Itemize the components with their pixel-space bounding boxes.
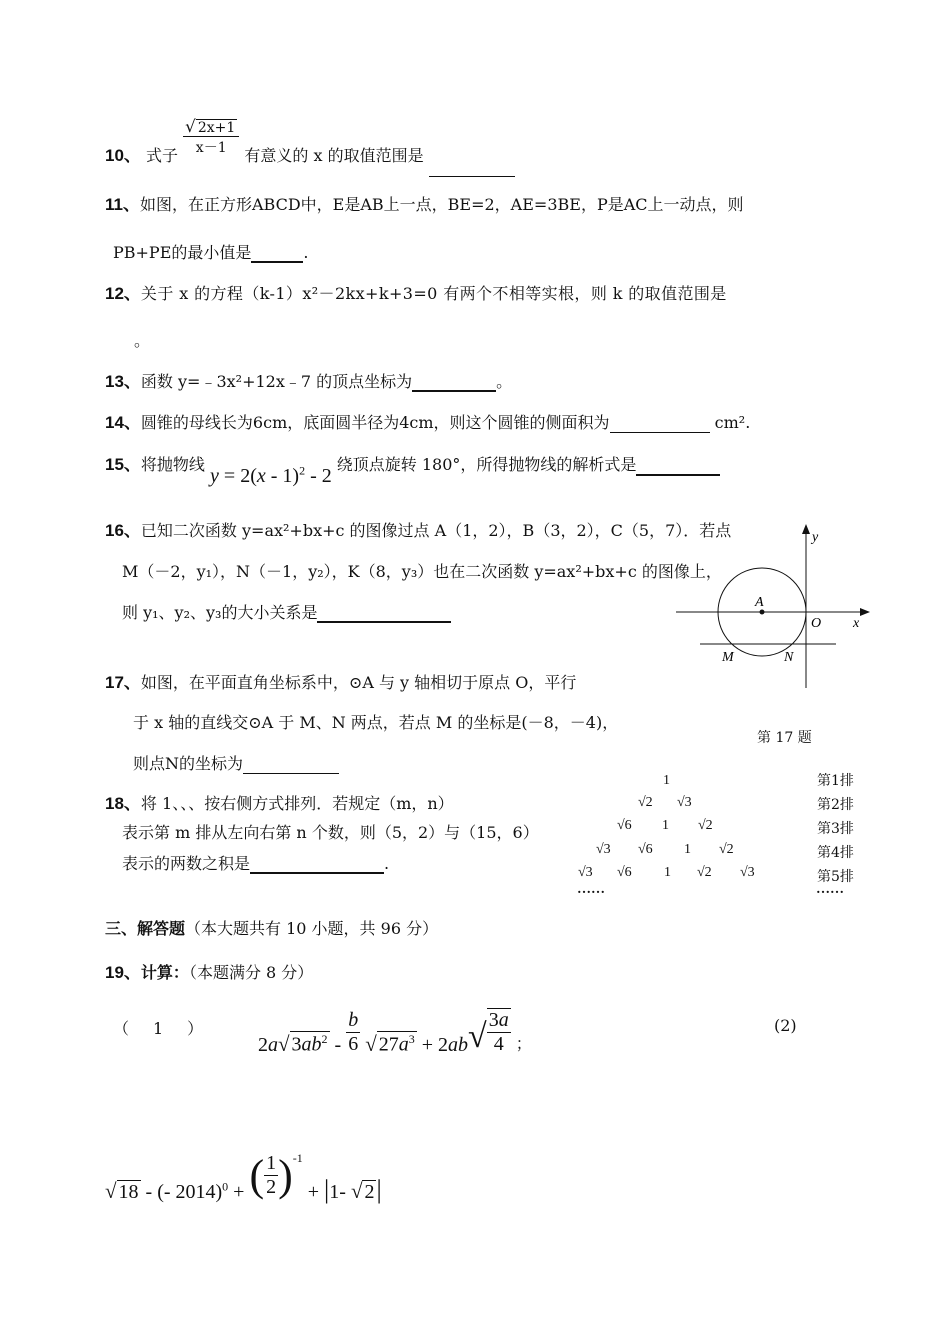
ellipsis-right: …… [816,882,844,897]
row-label: 第2排 [817,797,854,813]
question-text: M（－2，y₁），N（－1，y₂），K（8，y₃）也在二次函数 y=ax²+bx+c 的图像上， [122,562,722,581]
question-text: 式子 [146,146,179,165]
triangle-cell: √6 [617,865,632,880]
radicand: 2x+1 [197,120,236,136]
part-1-label: （ 1 ） [113,1019,208,1038]
question-number: 19、 [105,963,141,982]
label-y: y [812,530,819,545]
triangle-cell: 1 [663,773,670,788]
question-text: 已知二次函数 y=ax²+bx+c 的图像过点 A（1，2），B（3，2），C（5，7）．若点 [140,521,732,540]
question-text: 则点N的坐标为 [133,754,244,773]
question-number: 14、 [105,413,141,432]
section-note: （本大题共有 10 小题，共 96 分） [185,919,439,938]
question-16-line3 [122,600,451,623]
triangle-cell: √2 [719,842,734,857]
answer-blank[interactable] [412,372,496,392]
question-text: 表示的两数之积是 [122,854,251,873]
row-label: 第5排 [817,869,854,885]
question-text: 将 1、、、按右侧方式排列．若规定（m，n） [140,794,454,813]
figure-17-caption: 第 17 题 [757,730,812,746]
row-label: 第4排 [817,845,854,861]
answer-blank[interactable] [429,158,515,177]
radical-sign: √ [185,116,196,136]
question-17-line1 [105,668,576,693]
fraction [183,116,239,157]
question-text: PB+PE的最小值是 [113,243,252,262]
section-3-heading [105,916,438,939]
triangle-cell: 1 [664,865,671,880]
y-axis-arrow [802,524,810,534]
unit: cm². [714,413,751,432]
question-18-line2 [122,820,539,843]
question-text: 有意义的 x 的取值范围是 [244,146,424,165]
label-origin: O [811,616,822,631]
row-label: 第1排 [817,773,854,789]
question-text: 函数 y=﹣3x²+12x﹣7 的顶点坐标为 [140,372,413,391]
question-number: 10、 [105,146,141,165]
question-12-line2 [134,328,150,351]
label-a: A [755,595,764,610]
part-2-formula: √ 18 - (- 2014)$^0$ + ( $\frac{1}{2}$ )$^{-1}$ + |1- √ 2| [105,1151,382,1204]
question-text: 圆锥的母线长为6cm，底面圆半径为4cm，则这个圆锥的侧面积为 [140,413,610,432]
question-number: 18、 [105,794,141,813]
section-title: 三、解答题 [105,919,186,938]
question-10 [105,118,515,170]
triangle-cell: √3 [740,865,755,880]
question-number: 13、 [105,372,141,391]
triangle-cell: √2 [638,795,653,810]
question-18-line1 [105,789,454,814]
question-text: 将抛物线 [140,455,205,474]
question-text: 绕顶点旋转 180°，所得抛物线的解析式是 [336,455,637,474]
label-m: M [722,650,734,665]
question-11-line2: PB+PE的最小值是 . [113,243,309,262]
question-16-line2 [122,559,722,582]
question-14 [105,408,750,433]
label-x: x [853,616,860,631]
question-text: 于 x 轴的直线交⊙A 于 M、N 两点，若点 M 的坐标是(－8，－4)， [133,713,619,732]
part-2-label: (2) [774,1016,797,1035]
question-17-line2 [133,710,618,733]
answer-blank[interactable] [250,854,384,874]
question-title: 计算： [140,963,189,982]
question-19 [105,958,313,983]
question-text: 如图，在平面直角坐标系中，⊙A 与 y 轴相切于原点 O，平行 [140,673,577,692]
triangle-cell: √3 [578,865,593,880]
question-text: 如图，在正方形ABCD中，E是AB上一点，BE=2，AE=3BE，P是AC上一动点，则 [139,195,744,214]
answer-blank[interactable] [610,414,710,433]
question-16-line1 [105,516,731,541]
answer-blank[interactable] [636,456,720,476]
answer-blank[interactable] [251,243,303,263]
question-number: 15、 [105,455,141,474]
part-1-formula: 2a√ $3ab^2$ - $\frac{b}{6}$ √ $27a^3 + 2ab√$ $\frac{3a}{4}$ $_;$ [258,1008,532,1056]
question-number: 12、 [105,284,141,303]
triangle-cell: 1 [684,842,691,857]
question-17-line3 [133,751,339,774]
triangle-cell: 1 [662,818,669,833]
question-text: 。 [134,331,151,350]
question-number: 11、 [105,195,140,214]
center-point [760,610,765,615]
question-number: 17、 [105,673,141,692]
question-11-line1 [105,190,744,215]
question-18-line3: 表示的两数之积是 . [122,854,390,873]
triangle-cell: √2 [698,818,713,833]
answer-blank[interactable] [317,603,451,623]
figure-17 [670,520,880,690]
triangle-cell: √3 [677,795,692,810]
parabola-formula: y = 2(x - 1)$^2$ - 2 [210,463,337,487]
triangle-cell: √3 [596,842,611,857]
triangle-cell: √6 [638,842,653,857]
question-13: 13、函数 y=﹣3x²+12x﹣7 的顶点坐标为 。 [105,372,513,391]
triangle-cell: √6 [617,818,632,833]
ellipsis-left: …… [577,882,605,897]
question-number: 16、 [105,521,141,540]
question-12-line1 [105,279,727,304]
question-text: 表示第 m 排从左向右第 n 个数，则（5，2）与（15，6） [122,823,539,842]
answer-blank[interactable] [243,755,339,774]
denominator: x－1 [195,140,227,156]
x-axis-arrow [860,608,870,616]
question-note: （本题满分 8 分） [188,963,314,982]
question-text: 关于 x 的方程（k-1）x²－2kx+k+3=0 有两个不相等实根，则 k 的取值范围是 [140,284,727,303]
question-15 [105,450,720,487]
question-text: 则 y₁、y₂、y₃的大小关系是 [122,603,318,622]
triangle-cell: √2 [697,865,712,880]
label-n: N [784,650,794,665]
row-label: 第3排 [817,821,854,837]
